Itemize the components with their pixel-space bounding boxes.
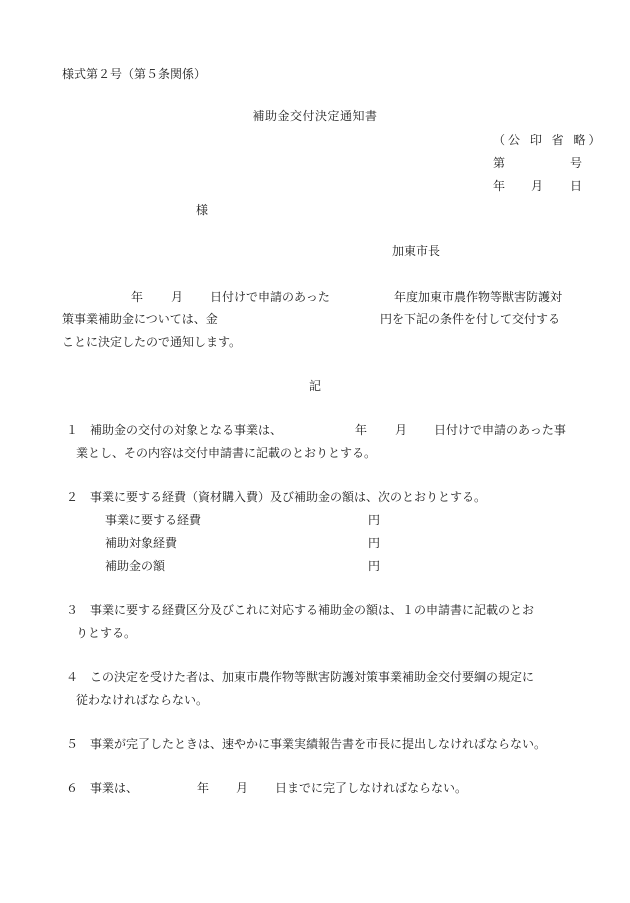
item-month: 月 <box>236 781 249 795</box>
number-prefix: 第 <box>493 156 506 170</box>
item-year: 年 <box>355 423 368 437</box>
body-year: 年 <box>131 290 144 304</box>
item-number: ２ <box>66 490 79 504</box>
cost-row-label: 補助金の額 <box>105 559 166 573</box>
date-day: 日 <box>570 179 583 193</box>
item-text: 事業が完了したときは、速やかに事業実績報告書を市長に提出しなければならない。 <box>90 737 547 751</box>
item-text: この決定を受けた者は、加東市農作物等獣害防護対策事業補助金交付要綱の規定に <box>90 670 535 684</box>
issuer-name: 加東市長 <box>392 244 441 258</box>
number-suffix: 号 <box>570 156 583 170</box>
date-month: 月 <box>531 179 544 193</box>
item-number: ５ <box>66 737 79 751</box>
body-amount-prefix: 策事業補助金については、金 <box>62 312 218 326</box>
cost-row-unit: 円 <box>368 559 381 573</box>
item-text: 日までに完了しなければならない。 <box>275 781 468 795</box>
cost-row-label: 事業に要する経費 <box>105 513 202 527</box>
item-number: ３ <box>66 603 79 617</box>
item-text: 事業に要する経費区分及びこれに対応する補助金の額は、１の申請書に記載のとお <box>90 603 535 617</box>
item-text-continued: 従わなければならない。 <box>76 693 209 707</box>
ki-heading: 記 <box>308 379 321 393</box>
cost-row-unit: 円 <box>368 513 381 527</box>
item-text-continued: りとする。 <box>76 626 137 640</box>
item-text: 補助金の交付の対象となる事業は、 <box>90 423 283 437</box>
body-month: 月 <box>171 290 184 304</box>
item-year: 年 <box>197 781 210 795</box>
item-number: １ <box>66 423 79 437</box>
item-number: ６ <box>66 781 79 795</box>
item-text: 日付けで申請のあった事 <box>434 423 566 437</box>
addressee-honorific: 様 <box>196 203 209 217</box>
seal-omitted-note: （公 印 省 略） <box>493 133 604 147</box>
body-fiscal-year-text: 年度加東市農作物等獣害防護対 <box>394 290 563 304</box>
document-title: 補助金交付決定通知書 <box>252 109 378 123</box>
date-year: 年 <box>493 179 506 193</box>
cost-row-label: 補助対象経費 <box>105 536 178 550</box>
form-number: 様式第２号（第５条関係） <box>62 67 207 81</box>
item-text-continued: 業とし、その内容は交付申請書に記載のとおりとする。 <box>76 446 377 460</box>
item-number: ４ <box>66 670 79 684</box>
item-month: 月 <box>395 423 408 437</box>
cost-row-unit: 円 <box>368 536 381 550</box>
body-closing: ことに決定したので通知します。 <box>62 335 242 349</box>
item-text: 事業は、 <box>90 781 139 795</box>
item-text: 事業に要する経費（資材購入費）及び補助金の額は、次のとおりとする。 <box>90 490 487 504</box>
body-amount-suffix: 円を下記の条件を付して交付する <box>380 312 561 326</box>
body-day-text: 日付けで申請のあった <box>210 290 330 304</box>
